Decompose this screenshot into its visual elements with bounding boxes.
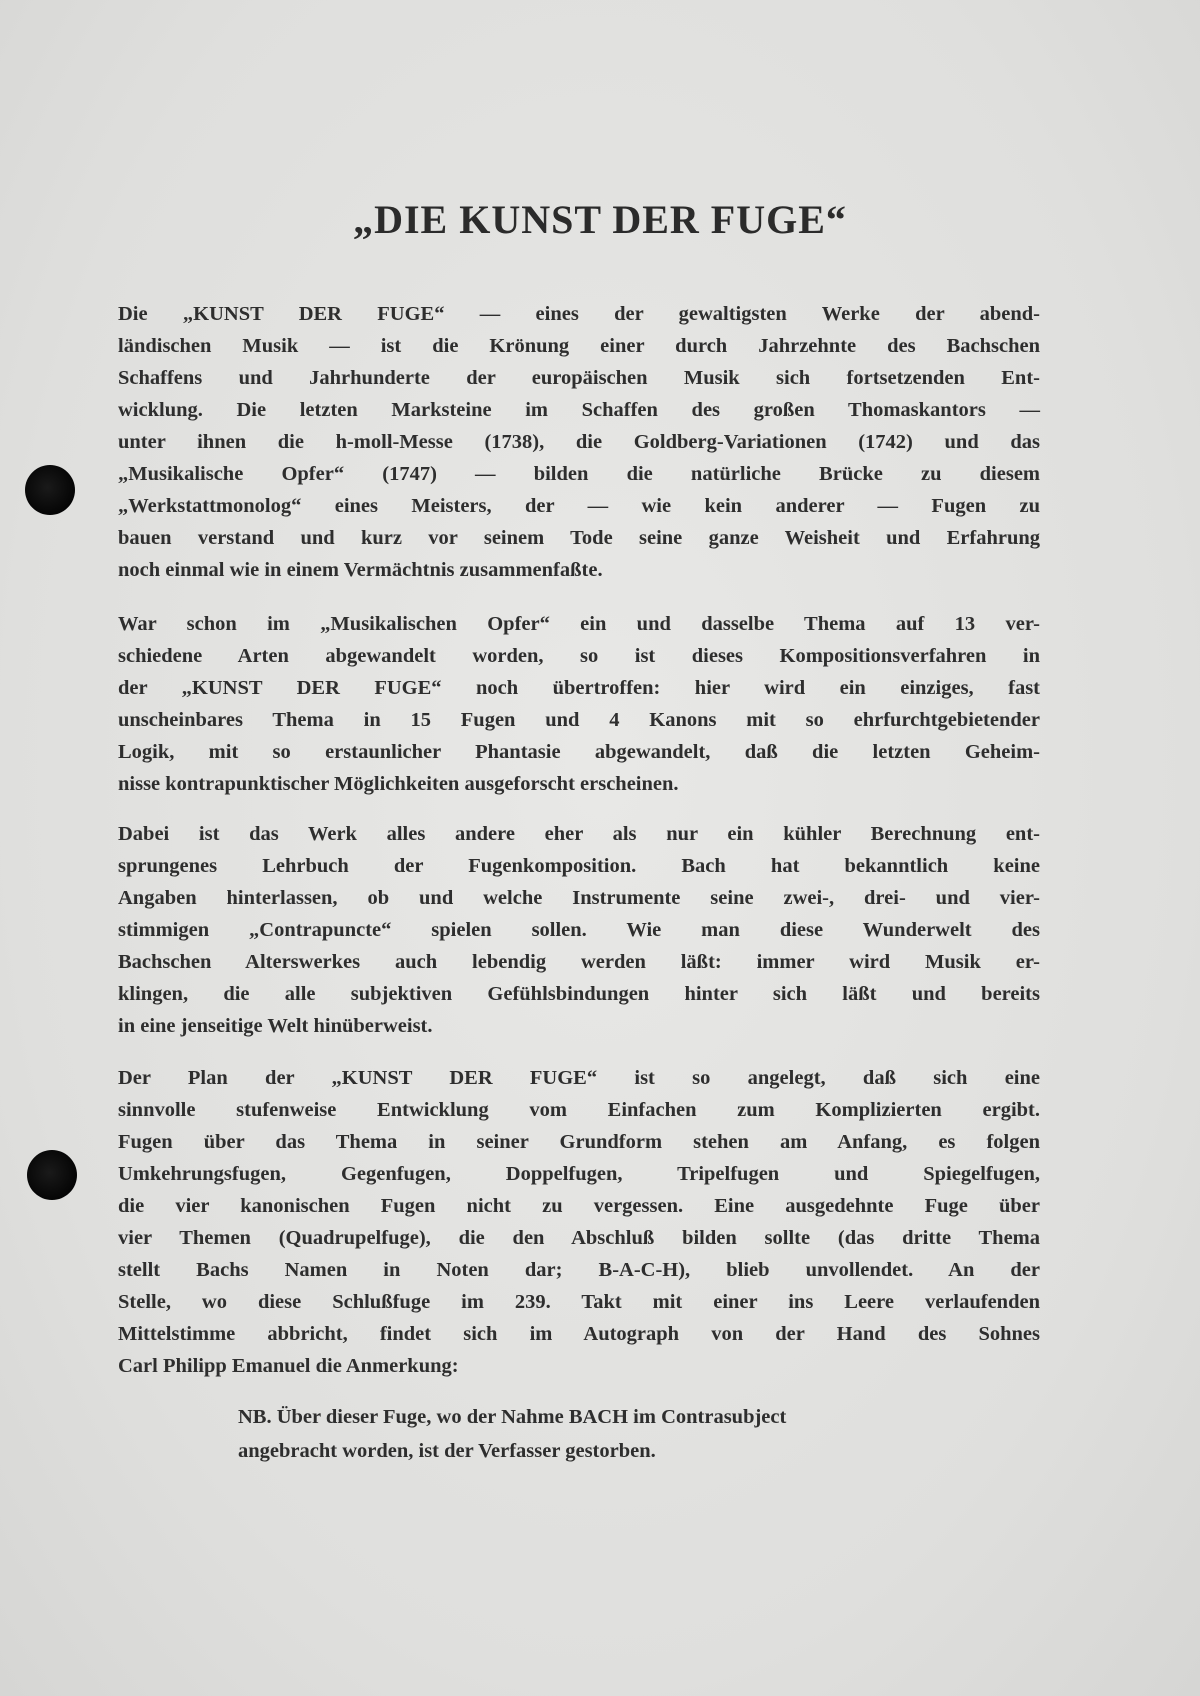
text-line: unter ihnen die h-moll-Messe (1738), die Goldberg-Variationen (1742) und das xyxy=(118,431,1040,453)
text-line: schiedene Arten abgewandelt worden, so ist dieses Kompositionsverfahren in xyxy=(118,645,1040,667)
text-line: unscheinbares Thema in 15 Fugen und 4 Kanons mit so ehrfurchtgebietender xyxy=(118,709,1040,731)
text-line: Umkehrungsfugen, Gegenfugen, Doppelfugen, Tripelfugen und Spiegelfugen, xyxy=(118,1163,1040,1185)
paragraph-3 xyxy=(118,818,1040,1042)
text-line: Dabei ist das Werk alles andere eher als nur ein kühler Berechnung ent- xyxy=(118,823,1040,845)
text-line: ländischen Musik — ist die Krönung einer durch Jahrzehnte des Bachschen xyxy=(118,335,1040,357)
text-line: Carl Philipp Emanuel die Anmerkung: xyxy=(118,1355,459,1377)
text-line: die vier kanonischen Fugen nicht zu vergessen. Eine ausgedehnte Fuge über xyxy=(118,1195,1040,1217)
page-title: „DIE KUNST DER FUGE“ xyxy=(353,197,847,242)
paragraph-2 xyxy=(118,608,1040,800)
text-line: Mittelstimme abbricht, findet sich im Autograph von der Hand des Sohnes xyxy=(118,1323,1040,1345)
text-line: „Musikalische Opfer“ (1747) — bilden die natürliche Brücke zu diesem xyxy=(118,463,1040,485)
text-line: wicklung. Die letzten Marksteine im Schaffen des großen Thomaskantors — xyxy=(118,399,1040,421)
text-line: nisse kontrapunktischer Möglichkeiten ausgeforscht erscheinen. xyxy=(118,773,679,795)
text-line: Fugen über das Thema in seiner Grundform stehen am Anfang, es folgen xyxy=(118,1131,1040,1153)
text-line: Angaben hinterlassen, ob und welche Instrumente seine zwei-, drei- und vier- xyxy=(118,887,1040,909)
text-line: klingen, die alle subjektiven Gefühlsbindungen hinter sich läßt und bereits xyxy=(118,983,1040,1005)
text-line: stimmigen „Contrapuncte“ spielen sollen. Wie man diese Wunderwelt des xyxy=(118,919,1040,941)
note-line: NB. Über dieser Fuge, wo der Nahme BACH im Contrasubject xyxy=(238,1406,787,1428)
text-line: Stelle, wo diese Schlußfuge im 239. Takt mit einer ins Leere verlaufenden xyxy=(118,1291,1040,1313)
text-line: vier Themen (Quadrupelfuge), die den Abschluß bilden sollte (das dritte Thema xyxy=(118,1227,1040,1249)
text-line: noch einmal wie in einem Vermächtnis zusammenfaßte. xyxy=(118,559,603,581)
text-line: in eine jenseitige Welt hinüberweist. xyxy=(118,1015,433,1037)
text-line: bauen verstand und kurz vor seinem Tode seine ganze Weisheit und Erfahrung xyxy=(118,527,1040,549)
paragraph-4 xyxy=(118,1062,1040,1382)
punch-hole xyxy=(25,465,75,515)
text-line: der „KUNST DER FUGE“ noch übertroffen: hier wird ein einziges, fast xyxy=(118,677,1040,699)
text-line: sinnvolle stufenweise Entwicklung vom Einfachen zum Komplizierten ergibt. xyxy=(118,1099,1040,1121)
text-line: Logik, mit so erstaunlicher Phantasie abgewandelt, daß die letzten Geheim- xyxy=(118,741,1040,763)
text-line: sprungenes Lehrbuch der Fugenkomposition. Bach hat bekanntlich keine xyxy=(118,855,1040,877)
text-line: Bachschen Alterswerkes auch lebendig werden läßt: immer wird Musik er- xyxy=(118,951,1040,973)
note-line: angebracht worden, ist der Verfasser gestorben. xyxy=(238,1440,656,1462)
text-line: Schaffens und Jahrhunderte der europäischen Musik sich fortsetzenden Ent- xyxy=(118,367,1040,389)
text-line: Die „KUNST DER FUGE“ — eines der gewaltigsten Werke der abend- xyxy=(118,303,1040,325)
text-line: stellt Bachs Namen in Noten dar; B-A-C-H), blieb unvollendet. An der xyxy=(118,1259,1040,1281)
quoted-note xyxy=(238,1400,1008,1468)
punch-hole xyxy=(27,1150,77,1200)
text-line: Der Plan der „KUNST DER FUGE“ ist so angelegt, daß sich eine xyxy=(118,1067,1040,1089)
paragraph-1 xyxy=(118,298,1040,586)
text-line: War schon im „Musikalischen Opfer“ ein und dasselbe Thema auf 13 ver- xyxy=(118,613,1040,635)
text-line: „Werkstattmonolog“ eines Meisters, der — wie kein anderer — Fugen zu xyxy=(118,495,1040,517)
